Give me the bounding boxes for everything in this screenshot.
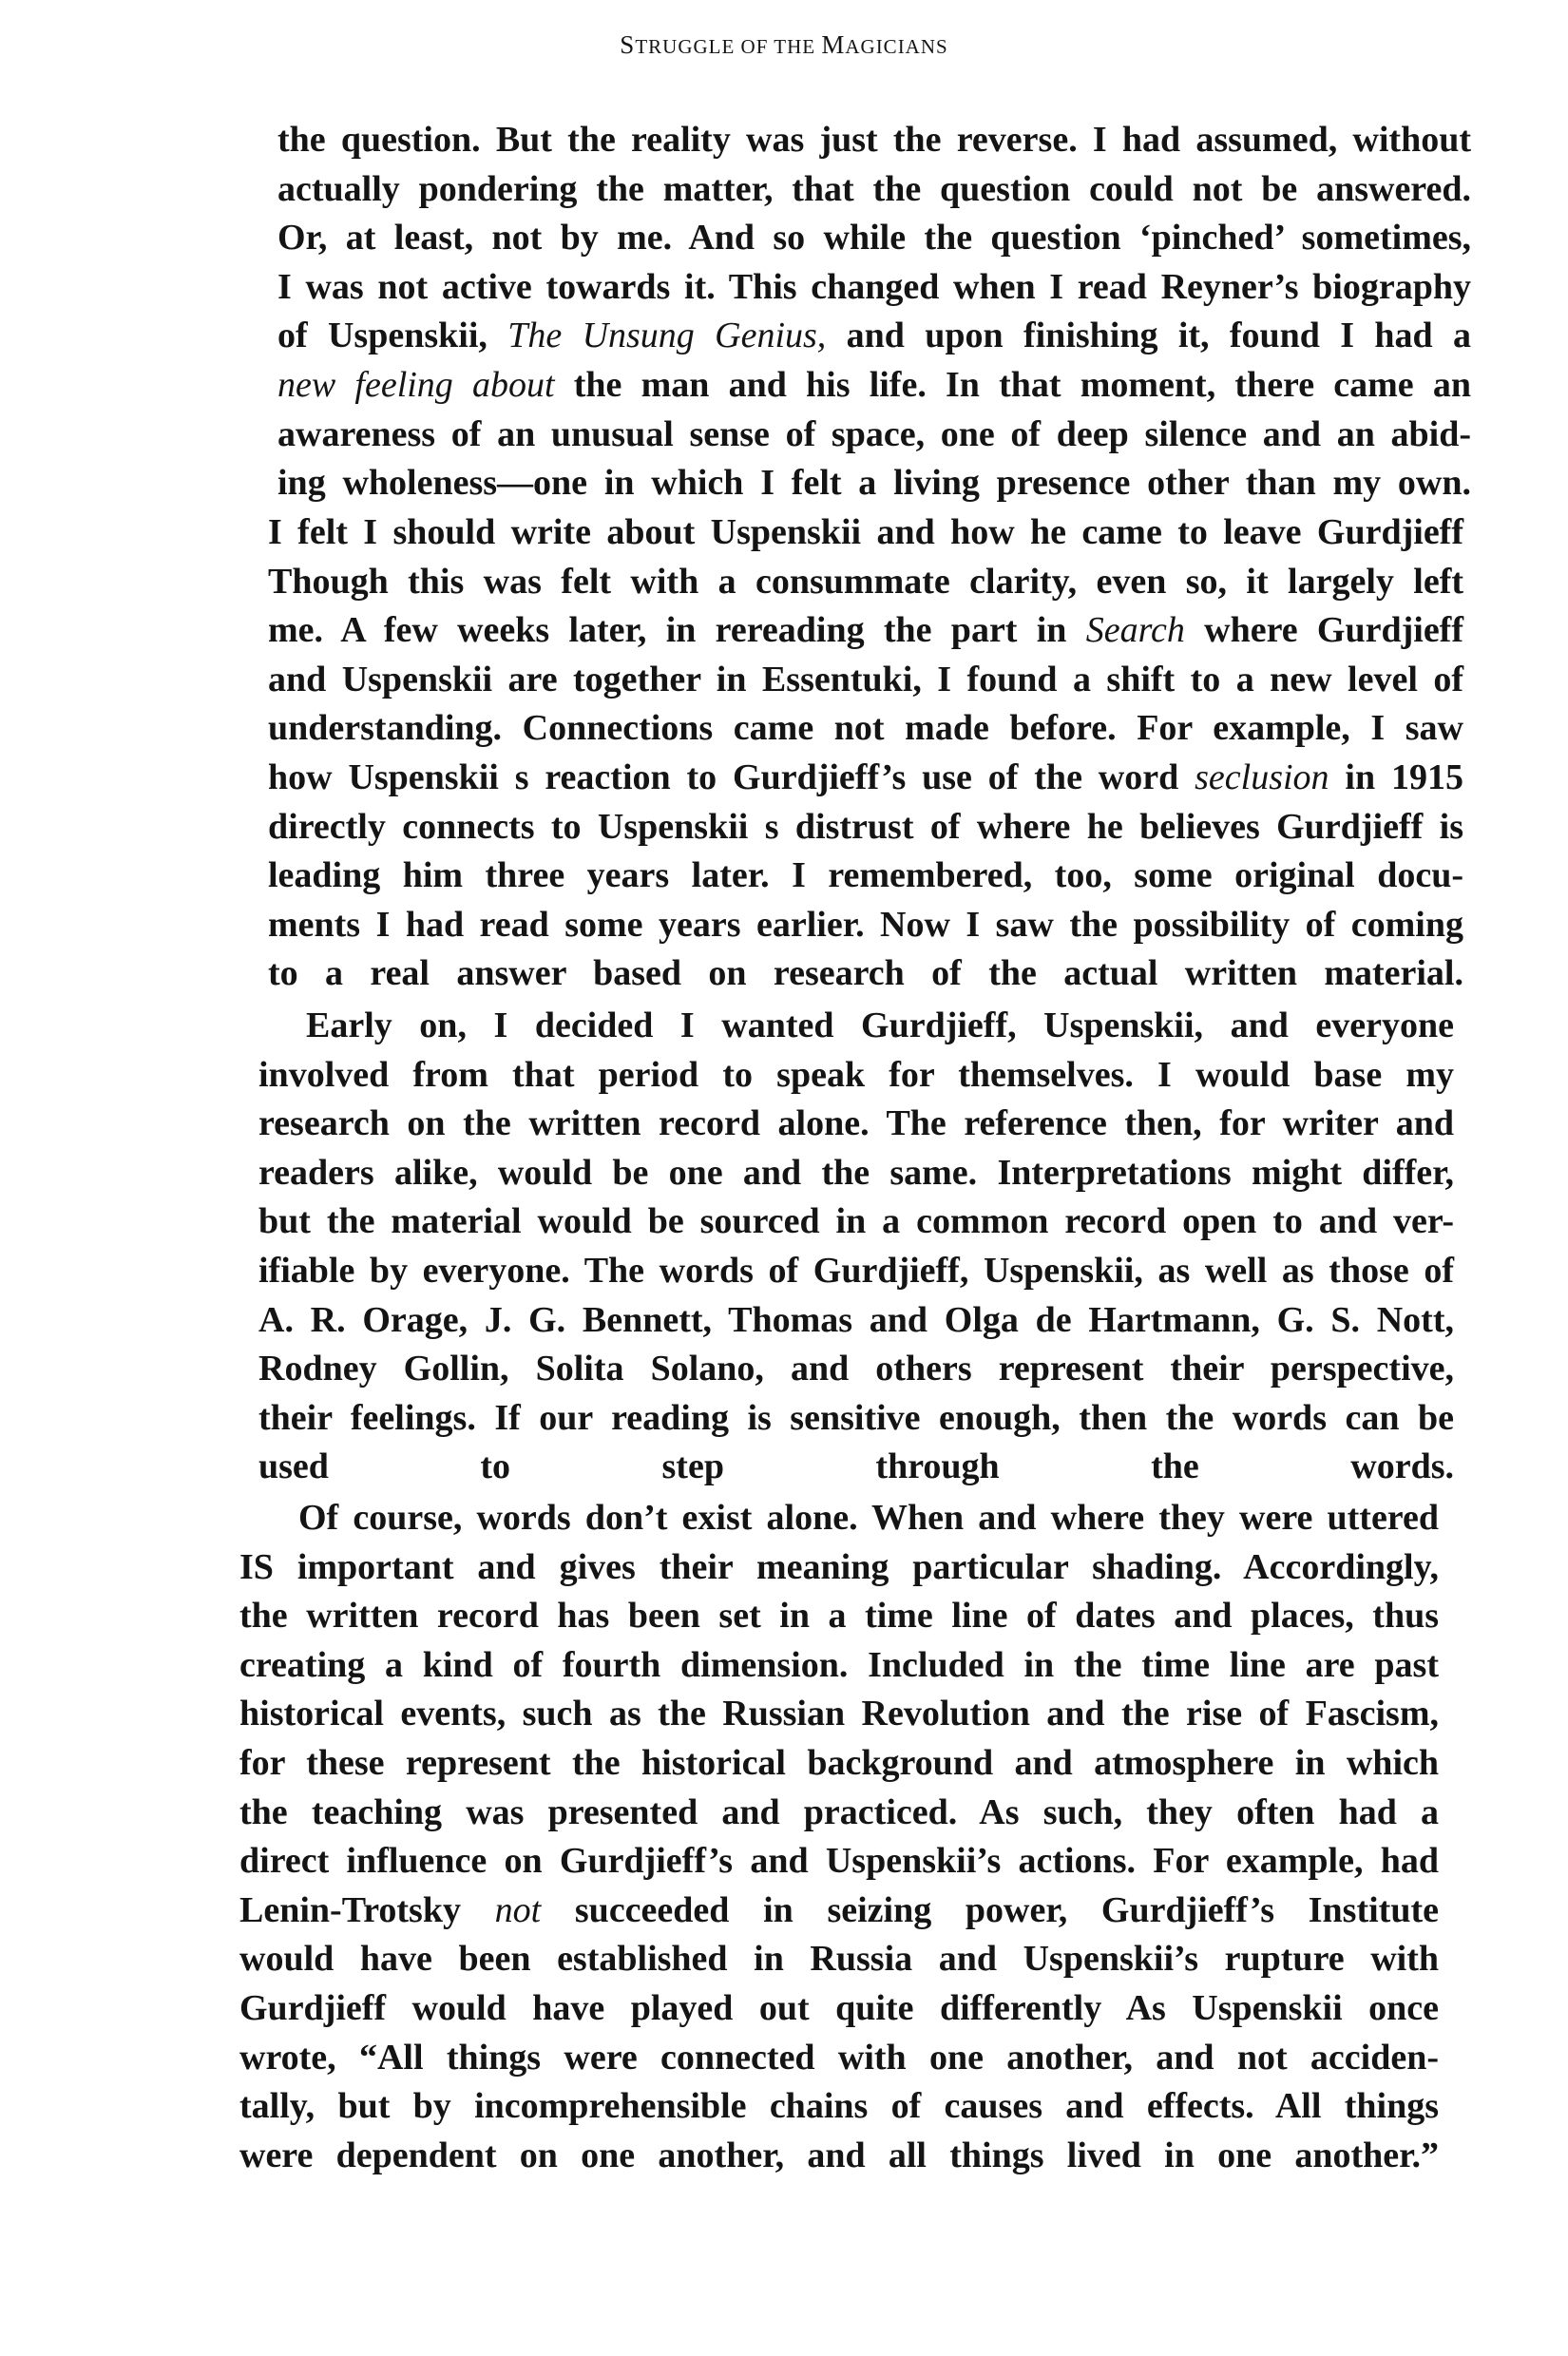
text-line: creating a kind of fourth dimension. Included in the time line are past bbox=[239, 1644, 1439, 1685]
emphasis-italic: new feeling about bbox=[277, 364, 555, 405]
text-line: IS important and gives their meaning particular shading. Accordingly, bbox=[239, 1546, 1439, 1587]
text-line: I was not active towards it. This changed when I read Reyner’s biography bbox=[277, 266, 1471, 307]
text-run: of Uspenskii, bbox=[277, 316, 508, 356]
text-line: actually pondering the matter, that the question could not be answered. bbox=[277, 168, 1471, 209]
text-run: me. A few weeks later, in rereading the part in bbox=[268, 610, 1086, 651]
paragraph-3 bbox=[258, 1002, 1454, 1492]
text-line bbox=[277, 361, 1471, 411]
text-line: the teaching was presented and practiced. As such, they often had a bbox=[239, 1791, 1439, 1832]
text-line bbox=[239, 1887, 1439, 1936]
text-line bbox=[268, 754, 1463, 803]
paragraph-2 bbox=[268, 508, 1463, 999]
text-line: directly connects to Uspenskii s distrust of where he believes Gurdjieff is bbox=[268, 806, 1463, 847]
text-run: Lenin-Trotsky bbox=[239, 1889, 495, 1930]
text-line: but the material would be sourced in a common record open to and ver- bbox=[258, 1201, 1454, 1242]
text-line: Of course, words don’t exist alone. When and where they were uttered bbox=[298, 1498, 1439, 1538]
text-line: tally, but by incomprehensible chains of causes and effects. All things bbox=[239, 2086, 1439, 2127]
text-line: I felt I should write about Uspenskii and how he came to leave Gurdjieff bbox=[268, 512, 1463, 552]
text-line: ments I had read some years earlier. Now I saw the possibility of coming bbox=[268, 904, 1463, 945]
text-run: succeeded in seizing power, Gurdjieff’s Institute bbox=[541, 1889, 1439, 1930]
text-line: ifiable by everyone. The words of Gurdjieff, Uspenskii, as well as those of bbox=[258, 1250, 1454, 1291]
text-run: and upon finishing it, found I had a bbox=[826, 316, 1471, 356]
text-line: understanding. Connections came not made before. For example, I saw bbox=[268, 708, 1463, 749]
paragraph-1 bbox=[277, 116, 1471, 508]
text-line: were dependent on one another, and all things lived in one another.” bbox=[239, 2135, 1439, 2175]
book-title-italic: Search bbox=[1085, 610, 1185, 651]
text-run: where Gurdjieff bbox=[1184, 610, 1463, 651]
text-line: their feelings. If our reading is sensitive enough, then the words can be bbox=[258, 1397, 1454, 1438]
text-run: how Uspenskii s reaction to Gurdjieff’s use of the word bbox=[268, 757, 1195, 797]
text-line: the question. But the reality was just the reverse. I had assumed, without bbox=[277, 120, 1471, 160]
text-line: and Uspenskii are together in Essentuki, I found a shift to a new level of bbox=[268, 659, 1463, 699]
text-line: the written record has been set in a time line of dates and places, thus bbox=[239, 1596, 1439, 1637]
text-line: Or, at least, not by me. And so while the question ‘pinched’ sometimes, bbox=[277, 218, 1471, 259]
running-head bbox=[0, 30, 1568, 60]
text-line: to a real answer based on research of the actual written material. bbox=[268, 953, 1463, 994]
text-line: A. R. Orage, J. G. Bennett, Thomas and Olga de Hartmann, G. S. Nott, bbox=[258, 1299, 1454, 1340]
text-line: leading him three years later. I remembered, too, some original docu- bbox=[268, 855, 1463, 896]
text-line bbox=[277, 312, 1471, 361]
text-line: direct influence on Gurdjieff’s and Uspenskii’s actions. For example, had bbox=[239, 1841, 1439, 1882]
text-run: in 1915 bbox=[1329, 757, 1463, 797]
text-line: Gurdjieff would have played out quite differently As Uspenskii once bbox=[239, 1987, 1439, 2028]
text-line: research on the written record alone. The reference then, for writer and bbox=[258, 1103, 1454, 1144]
running-title-part: AGICIANS bbox=[845, 35, 948, 58]
emphasis-italic: seclusion bbox=[1195, 757, 1329, 797]
text-line: readers alike, would be one and the same. Interpretations might differ, bbox=[258, 1152, 1454, 1193]
text-line: historical events, such as the Russian Revolution and the rise of Fascism, bbox=[239, 1694, 1439, 1734]
text-line: Early on, I decided I wanted Gurdjieff, Uspenskii, and everyone bbox=[306, 1006, 1454, 1045]
text-line: used to step through the words. bbox=[258, 1446, 1454, 1487]
text-line: ing wholeness—one in which I felt a living presence other than my own. bbox=[277, 463, 1471, 504]
text-run: the man and his life. In that moment, there came an bbox=[554, 364, 1471, 405]
text-line: Though this was felt with a consummate clarity, even so, it largely left bbox=[268, 561, 1463, 602]
text-line: for these represent the historical background and atmosphere in which bbox=[239, 1742, 1439, 1783]
running-title-part: S bbox=[620, 30, 636, 59]
running-title-part: M bbox=[821, 30, 846, 59]
text-line: awareness of an unusual sense of space, one of deep silence and an abid- bbox=[277, 413, 1471, 454]
emphasis-italic: not bbox=[494, 1889, 542, 1930]
paragraph-4 bbox=[239, 1494, 1439, 2180]
text-line: wrote, “All things were connected with one another, and not acciden- bbox=[239, 2037, 1439, 2078]
running-title-part: TRUGGLE OF THE bbox=[635, 35, 822, 58]
text-line: Rodney Gollin, Solita Solano, and others represent their perspective, bbox=[258, 1349, 1454, 1389]
text-line: would have been established in Russia and Uspenskii’s rupture with bbox=[239, 1939, 1439, 1980]
text-line bbox=[268, 606, 1463, 656]
book-title-italic: The Unsung Genius, bbox=[507, 316, 827, 356]
text-line: involved from that period to speak for themselves. I would base my bbox=[258, 1054, 1454, 1095]
